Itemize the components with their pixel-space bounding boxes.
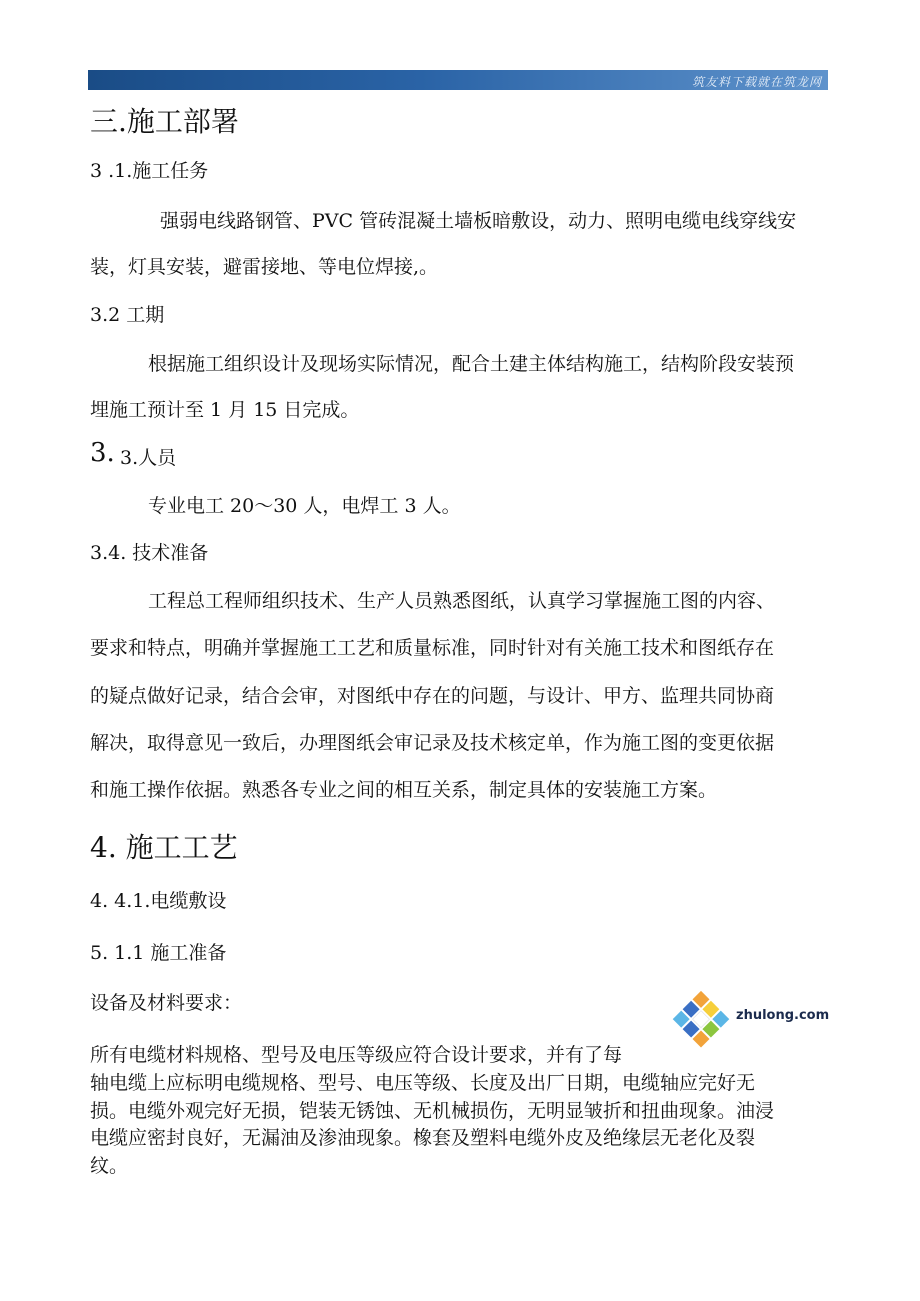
materials-title: 设备及材料要求： — [90, 992, 243, 1014]
section-4-1-title: 4. 4.1.电缆敷设 — [90, 890, 227, 912]
materials-line-3: 损。电缆外观完好无损，铠装无锈蚀、无机械损伤，无明显皱折和扭曲现象。油浸 — [90, 1100, 775, 1122]
section-3-4-title: 3.4. 技术准备 — [90, 542, 209, 564]
section-4-title: 4. 施工工艺 — [90, 831, 238, 864]
zhulong-logo-icon — [668, 990, 734, 1054]
section-3-2-title: 3.2 工期 — [90, 304, 165, 326]
zhulong-logo — [668, 990, 830, 1054]
section-3-4-line-5: 和施工操作依据。熟悉各专业之间的相互关系，制定具体的安装施工方案。 — [90, 779, 718, 801]
materials-line-4: 电缆应密封良好，无漏油及渗油现象。橡套及塑料电缆外皮及绝缘层无老化及裂 — [90, 1127, 756, 1149]
section-3-4-line-1: 工程总工程师组织技术、生产人员熟悉图纸，认真学习掌握施工图的内容、 — [148, 590, 776, 612]
section-3-3-number: 3. — [90, 438, 115, 468]
section-3-1-line-2: 装，灯具安装，避雷接地、等电位焊接,。 — [90, 256, 439, 278]
materials-line-2: 轴电缆上应标明电缆规格、型号、电压等级、长度及出厂日期，电缆轴应完好无 — [90, 1072, 756, 1094]
section-3-2-line-2: 埋施工预计至 1 月 15 日完成。 — [90, 399, 360, 421]
section-3-2-line-1: 根据施工组织设计及现场实际情况，配合土建主体结构施工，结构阶段安装预 — [148, 353, 795, 375]
section-3-1-line-1: 强弱电线路钢管、PVC 管砖混凝土墙板暗敷设，动力、照明电缆电线穿线安 — [160, 210, 797, 232]
section-3-1-title: 3 .1.施工任务 — [90, 160, 209, 182]
section-3-4-line-2: 要求和特点，明确并掌握施工工艺和质量标准，同时针对有关施工技术和图纸存在 — [90, 637, 775, 659]
header-banner-text: 筑友料下载就在筑龙网 — [691, 75, 822, 89]
materials-line-1: 所有电缆材料规格、型号及电压等级应符合设计要求，并有了每 — [90, 1044, 623, 1066]
section-3-title: 三.施工部署 — [90, 105, 239, 138]
section-5-1-title: 5. 1.1 施工准备 — [90, 942, 227, 964]
materials-line-5: 纹。 — [90, 1155, 129, 1177]
section-3-4-line-3: 的疑点做好记录，结合会审，对图纸中存在的问题，与设计、甲方、监理共同协商 — [90, 685, 775, 707]
zhulong-logo-text: zhulong.com — [736, 1008, 830, 1023]
section-3-4-line-4: 解决，取得意见一致后，办理图纸会审记录及技术核定单，作为施工图的变更依据 — [90, 732, 775, 754]
section-3-3-title: 3.人员 — [120, 447, 177, 469]
section-3-3-line-1: 专业电工 20～30 人，电焊工 3 人。 — [148, 495, 461, 517]
header-banner — [88, 70, 828, 90]
